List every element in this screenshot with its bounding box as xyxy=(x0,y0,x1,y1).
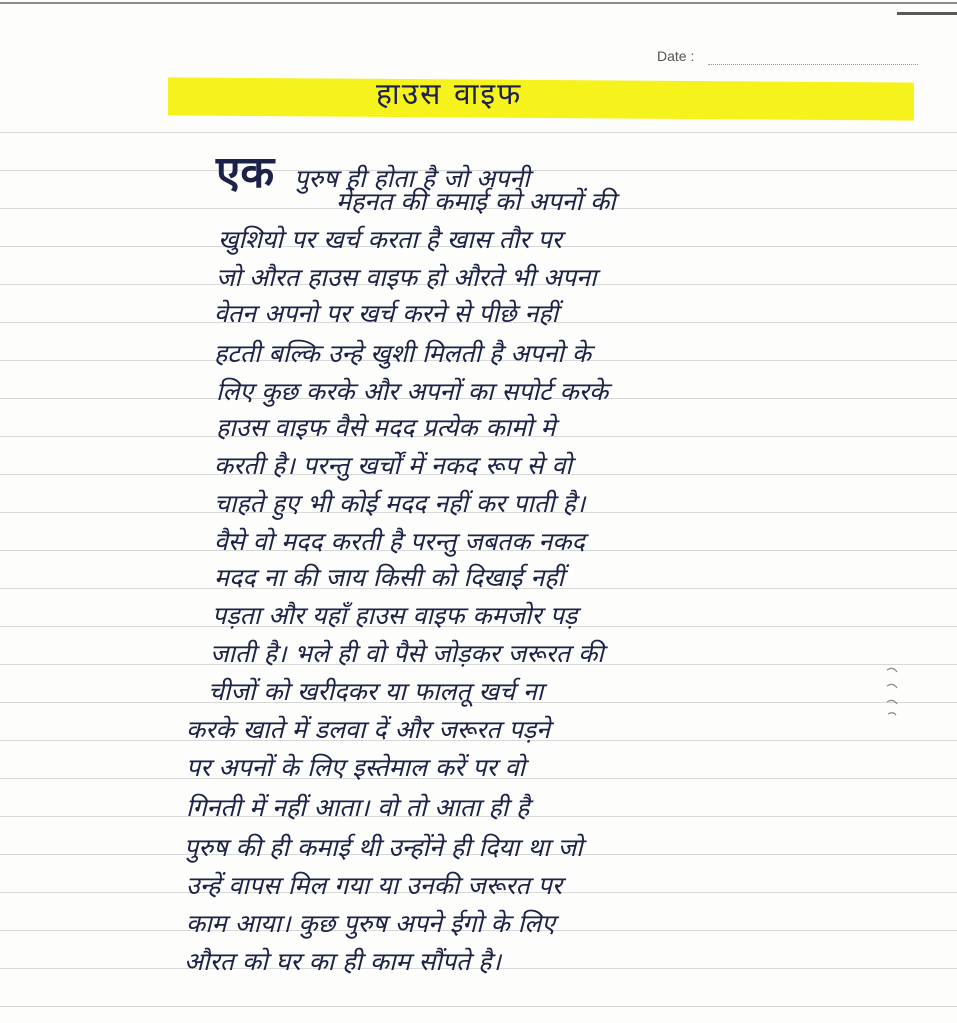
text-line-13: पड़ता और यहाँ हाउस वाइफ कमजोर पड़ xyxy=(212,601,578,630)
text-line-10: चाहते हुए भी कोई मदद नहीं कर पाती है। xyxy=(214,489,586,518)
text-line-4: जो औरत हाउस वाइफ हो औरते भी अपना xyxy=(216,263,597,292)
line-text: पुरुष ही होता है जो अपनी xyxy=(294,164,530,193)
text-line-3: खुशियो पर खर्च करता है खास तौर पर xyxy=(218,225,562,254)
text-line-22: औरत को घर का ही काम सौंपते है। xyxy=(184,947,501,976)
text-line-20: उन्हें वापस मिल गया या उनकी जरूरत पर xyxy=(186,871,563,900)
text-line-12: मदद ना की जाय किसी को दिखाई नहीं xyxy=(214,563,564,592)
ruled-line xyxy=(0,1006,957,1007)
page-title: हाउस वाइफ xyxy=(376,77,523,112)
margin-scribble xyxy=(884,666,904,721)
ruled-line xyxy=(0,132,957,133)
text-line-21: काम आया। कुछ पुरुष अपने ईगो के लिए xyxy=(186,909,556,938)
page-corner-mark xyxy=(897,0,957,15)
text-line-11: वैसे वो मदद करती है परन्तु जबतक नकद xyxy=(214,527,585,556)
page-top-edge xyxy=(0,2,957,12)
text-line-14: जाती है। भले ही वो पैसे जोड़कर जरूरत की xyxy=(210,639,604,668)
text-line-2: मेहनत की कमाई को अपनों की xyxy=(336,187,616,216)
margin-scribble-icon xyxy=(884,666,902,718)
text-line-5: वेतन अपनो पर खर्च करने से पीछे नहीं xyxy=(214,299,559,328)
date-line xyxy=(708,64,918,65)
text-line-16: करके खाते में डलवा दें और जरूरत पड़ने xyxy=(186,715,551,744)
text-line-8: हाउस वाइफ वैसे मदद प्रत्येक कामो मे xyxy=(216,413,556,442)
text-line-15: चीजों को खरीदकर या फालतू खर्च ना xyxy=(208,677,544,706)
date-label: Date : xyxy=(657,48,695,64)
text-line-6: हटती बल्कि उन्हे खुशी मिलती है अपनो के xyxy=(214,339,592,368)
text-line-17: पर अपनों के लिए इस्तेमाल करें पर वो xyxy=(186,753,526,782)
text-line-7: लिए कुछ करके और अपनों का सपोर्ट करके xyxy=(216,377,609,406)
first-word: एक xyxy=(216,147,275,198)
text-line-19: पुरुष की ही कमाई थी उन्होंने ही दिया था जो xyxy=(184,833,583,862)
text-line-18: गिनती में नहीं आता। वो तो आता ही है xyxy=(186,793,530,822)
title-highlight xyxy=(168,77,914,120)
text-line-9: करती है। परन्तु खर्चों में नकद रूप से वो xyxy=(214,451,572,480)
